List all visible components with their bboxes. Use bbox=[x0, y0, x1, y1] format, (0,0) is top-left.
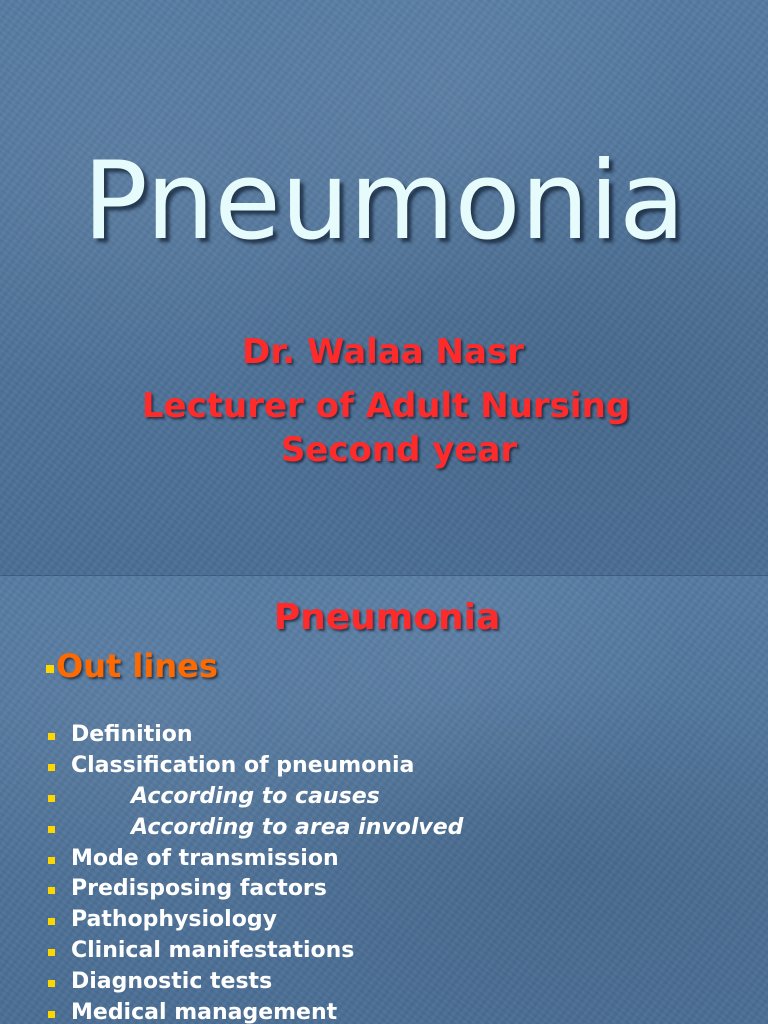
list-item bbox=[48, 751, 463, 782]
list-item bbox=[48, 843, 463, 874]
square-bullet-icon bbox=[48, 887, 55, 894]
author-name: Dr. Walaa Nasr bbox=[242, 332, 524, 372]
square-bullet-icon bbox=[48, 795, 55, 802]
list-item-sub bbox=[48, 782, 463, 813]
list-item bbox=[48, 720, 463, 751]
list-item-label: Mode of transmission bbox=[71, 845, 339, 871]
square-bullet-icon bbox=[48, 764, 55, 771]
list-item bbox=[48, 874, 463, 905]
list-item bbox=[48, 905, 463, 936]
outline-slide bbox=[0, 576, 768, 1024]
square-bullet-icon bbox=[48, 1011, 55, 1018]
list-item-label: Diagnostic tests bbox=[71, 968, 273, 994]
list-item-label: Definition bbox=[71, 722, 193, 748]
square-bullet-icon bbox=[48, 733, 55, 740]
list-item-label: According to causes bbox=[131, 783, 380, 809]
outline-slide-title: Pneumonia bbox=[273, 597, 501, 638]
slide-title: Pneumonia bbox=[82, 139, 686, 264]
square-bullet-icon bbox=[46, 665, 54, 673]
list-item-label: Classification of pneumonia bbox=[71, 753, 415, 779]
list-item-label: Medical management bbox=[71, 999, 338, 1024]
square-bullet-icon bbox=[48, 949, 55, 956]
list-item bbox=[48, 966, 463, 997]
square-bullet-icon bbox=[48, 826, 55, 833]
outline-heading-text: Out lines bbox=[56, 647, 218, 685]
square-bullet-icon bbox=[48, 918, 55, 925]
outline-list bbox=[48, 720, 463, 1024]
list-item-label: Clinical manifestations bbox=[71, 937, 355, 963]
list-item-label: Predisposing factors bbox=[71, 876, 327, 902]
author-role: Lecturer of Adult Nursing bbox=[141, 386, 631, 426]
square-bullet-icon bbox=[48, 857, 55, 864]
list-item bbox=[48, 936, 463, 967]
list-item-label: Pathophysiology bbox=[71, 907, 277, 933]
academic-year: Second year bbox=[280, 430, 518, 470]
outline-heading bbox=[46, 647, 218, 685]
square-bullet-icon bbox=[48, 980, 55, 987]
list-item bbox=[48, 997, 463, 1024]
list-item-label: According to area involved bbox=[131, 814, 464, 840]
list-item-sub bbox=[48, 812, 463, 843]
